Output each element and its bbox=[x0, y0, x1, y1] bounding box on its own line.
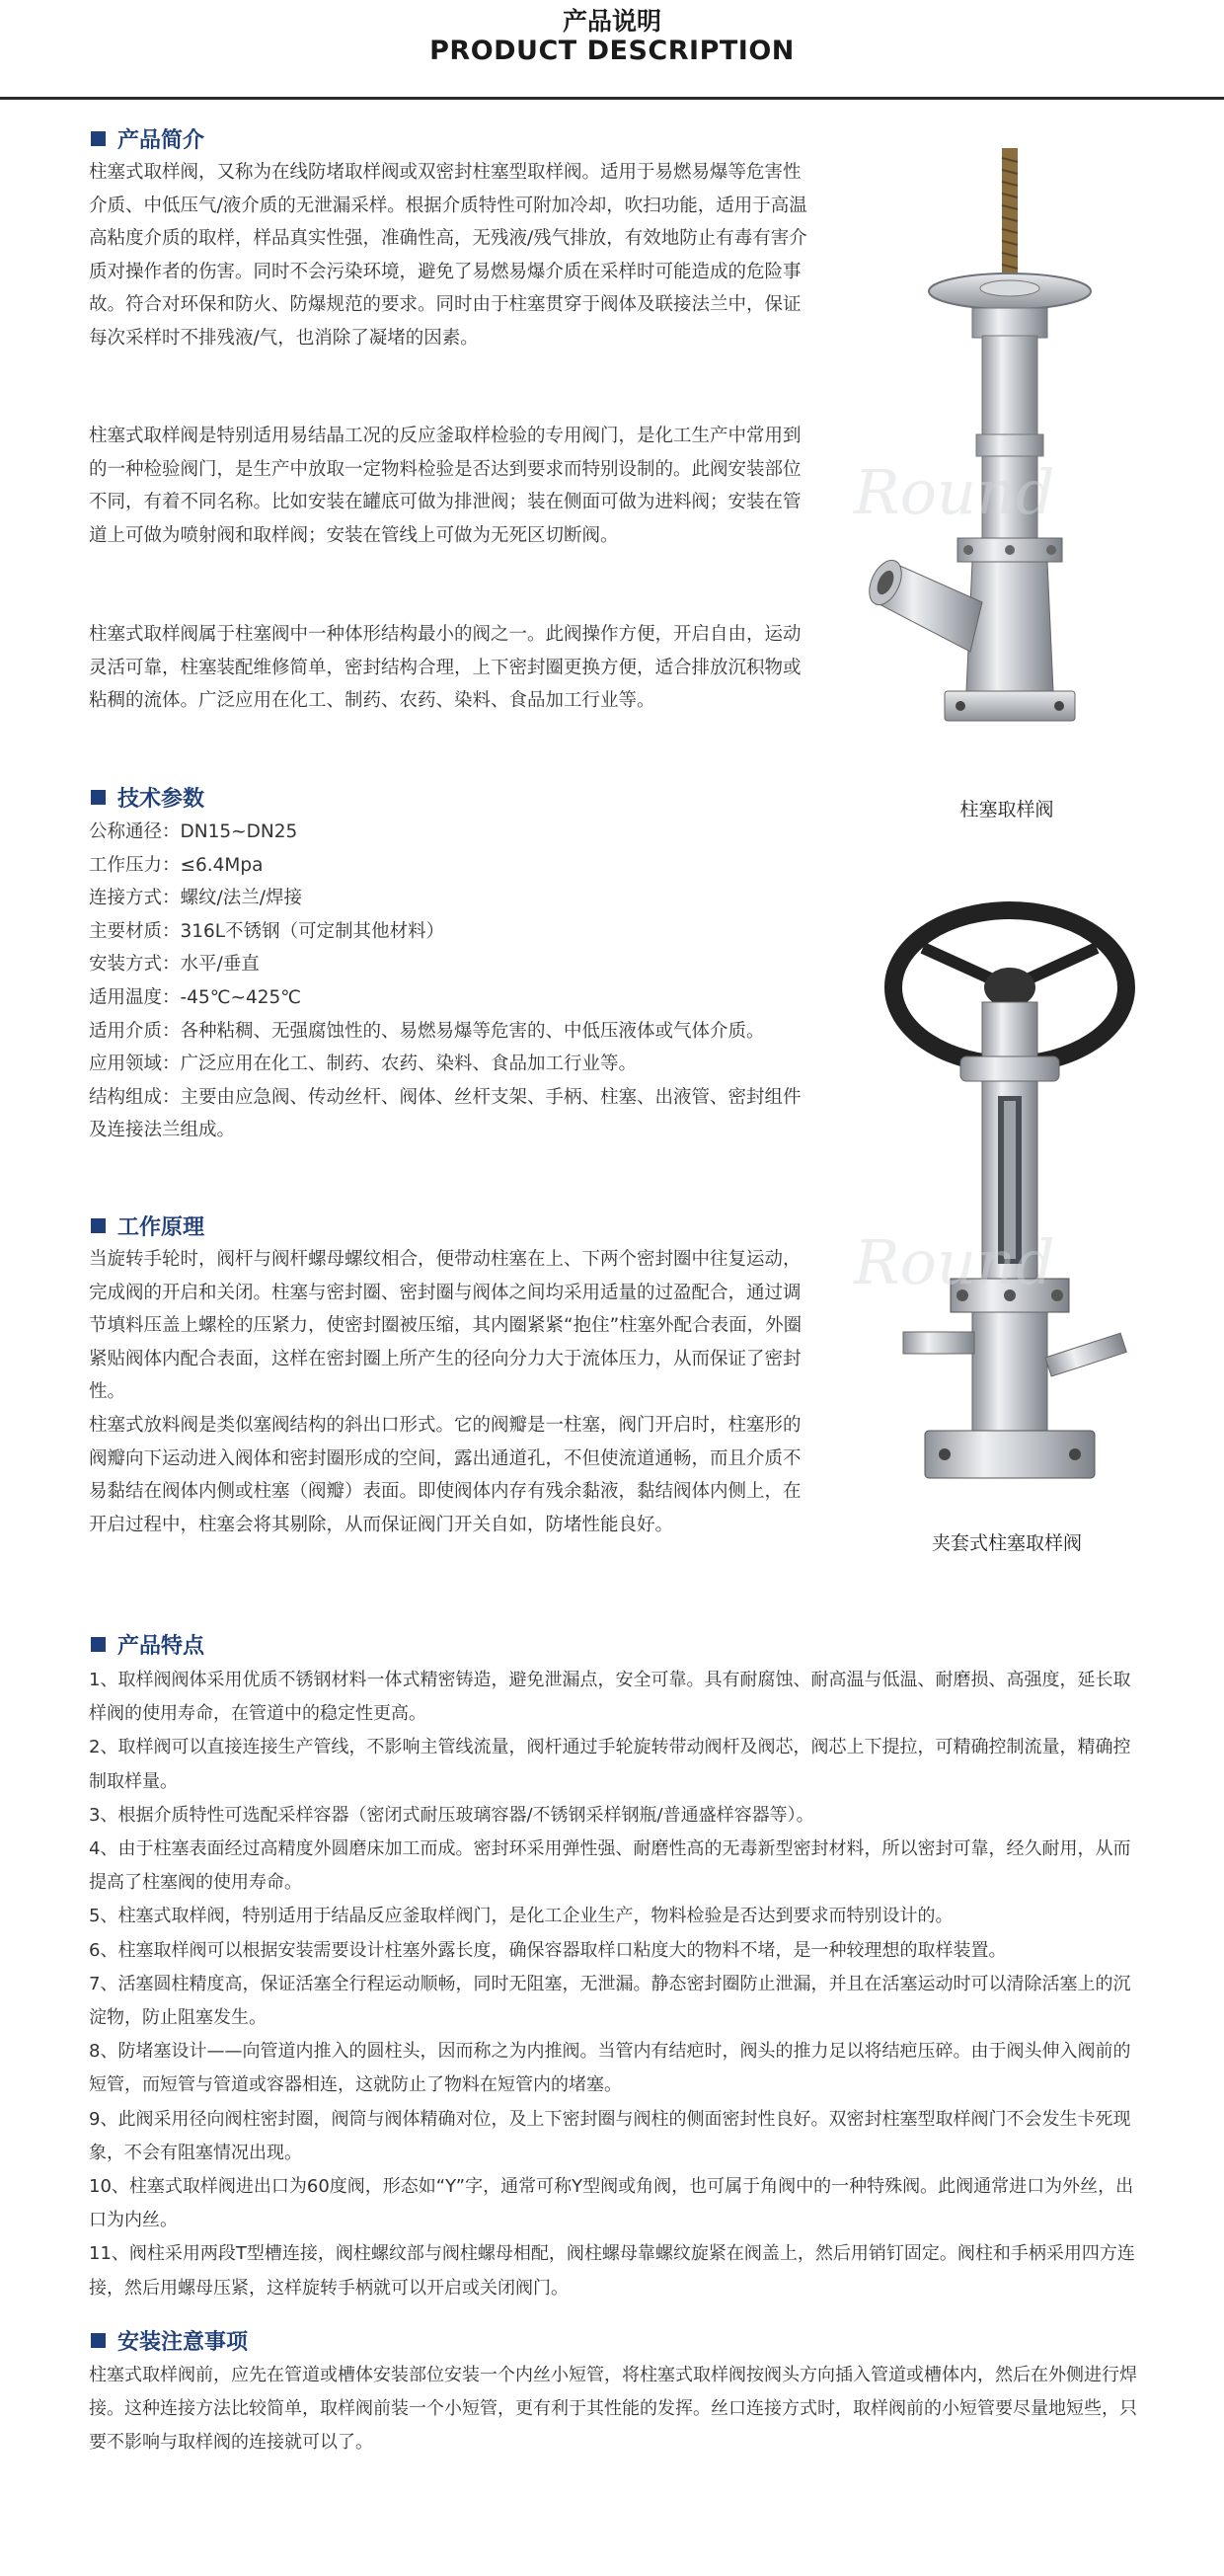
section-title-intro-text: 产品简介 bbox=[117, 128, 205, 153]
features-list bbox=[89, 1664, 1140, 2305]
feature-item: 8、防堵塞设计——向管道内推入的圆柱头，因而称之为内推阀。当管内有结疤时，阀头的推力足以将结疤压碎。由于阀头伸入阀前的短管，而短管与管道或容器相连，这就防止了物料在短管内的堵塞。 bbox=[89, 2041, 1131, 2096]
feature-item: 10、柱塞式取样阀进出口为60度阀，形态如“Y”字，通常可称Y型阀或角阀，也可属于角阀中的一种特殊阀。此阀通常进口为外丝，出口为内丝。 bbox=[89, 2176, 1134, 2231]
square-bullet-icon bbox=[91, 790, 106, 805]
feature-item: 3、根据介质特性可选配采样容器（密闭式耐压玻璃容器/不锈钢采样钢瓶/普通盛样容器等）。 bbox=[89, 1804, 814, 1826]
feature-item: 11、阀柱采用两段T型槽连接，阀柱螺纹部与阀柱螺母相配，阀柱螺母靠螺纹旋紧在阀盖上，然后用销钉固定。阀柱和手柄采用四方连接，然后用螺母压紧，这样旋转手柄就可以开启或关闭阀门。 bbox=[89, 2243, 1135, 2299]
spec-item: 主要材质：316L不锈钢（可定制其他材料） bbox=[89, 920, 445, 942]
principle-paragraph-2: 柱塞式放料阀是类似塞阀结构的斜出口形式。它的阀瓣是一柱塞，阀门开启时，柱塞形的阀瓣向下运动进入阀体和密封圈形成的空间，露出通道孔，不但使流道通畅，而且介质不易黏结在阀体内侧或柱塞（阀瓣）表面。即使阀体内存有残余黏液，黏结阀体内侧上，在开启过程中，柱塞会将其剔除，从而保证阀门开关自如，防堵性能良好。 bbox=[89, 1414, 802, 1535]
feature-item: 5、柱塞式取样阀，特别适用于结晶反应釜取样阀门，是化工企业生产，物料检验是否达到要求而特别设计的。 bbox=[89, 1906, 954, 1927]
intro-paragraph-1 bbox=[89, 156, 814, 355]
principle-paragraph-1: 当旋转手轮时，阀杆与阀杆螺母螺纹相合，便带动柱塞在上、下两个密封圈中往复运动，完成阀的开启和关闭。柱塞与密封圈、密封圈与阀体之间均采用适量的过盈配合，通过调节填料压盖上螺栓的压紧力，使密封圈被压缩，其内圈紧紧“抱住”柱塞外配合表面，外圈紧贴阀体内配合表面，这样在密封圈上所产生的径向分力大于流体压力，从而保证了密封性。 bbox=[89, 1249, 803, 1403]
section-title-install bbox=[91, 2325, 248, 2356]
square-bullet-icon bbox=[91, 1218, 106, 1233]
valve-image-1 bbox=[834, 138, 1175, 790]
principle-text bbox=[89, 1243, 814, 1541]
threaded-stem bbox=[1002, 148, 1018, 281]
header-title-en: PRODUCT DESCRIPTION bbox=[429, 36, 795, 66]
section-title-principle-text: 工作原理 bbox=[117, 1215, 205, 1240]
section-title-features bbox=[91, 1629, 204, 1660]
valve-caption-2: 夹套式柱塞取样阀 bbox=[931, 1532, 1082, 1554]
spec-item: 公称通径：DN15~DN25 bbox=[89, 821, 298, 842]
spec-item: 结构组成：主要由应急阀、传动丝杆、阀体、丝杆支架、手柄、柱塞、出液管、密封组件及连接法兰组成。 bbox=[89, 1086, 802, 1141]
watermark-logo: Round bbox=[854, 456, 1055, 528]
section-title-specs-text: 技术参数 bbox=[117, 787, 205, 812]
valve-caption-1: 柱塞取样阀 bbox=[959, 799, 1054, 820]
section-title-install-text: 安装注意事项 bbox=[117, 2330, 249, 2355]
spec-item: 工作压力：≤6.4Mpa bbox=[89, 854, 264, 876]
feature-item: 6、柱塞取样阀可以根据安装需要设计柱塞外露长度，确保容器取样口粘度大的物料不堵，是一种较理想的取样装置。 bbox=[89, 1939, 1007, 1961]
square-bullet-icon bbox=[91, 2333, 106, 2348]
feature-item: 7、活塞圆柱精度高，保证活塞全行程运动顺畅，同时无阻塞，无泄漏。静态密封圈防止泄漏，并且在活塞运动时可以清除活塞上的沉淀物，防止阻塞发生。 bbox=[89, 1973, 1131, 2029]
section-title-principle bbox=[91, 1210, 204, 1241]
intro-paragraph-2 bbox=[89, 420, 814, 552]
section-title-specs bbox=[91, 782, 204, 813]
intro-text-3: 柱塞式取样阀属于柱塞阀中一种体形结构最小的阀之一。此阀操作方便，开启自由，运动灵活可靠，柱塞装配维修简单，密封结构合理，上下密封圈更换方便，适合排放沉积物或粘稠的流体。广泛应用在化工、制药、农药、染料、食品加工行业等。 bbox=[89, 624, 802, 712]
valve-image-2 bbox=[834, 894, 1175, 1525]
section-title-intro bbox=[91, 123, 204, 154]
spec-item: 应用领域：广泛应用在化工、制药、农药、染料、食品加工行业等。 bbox=[89, 1054, 638, 1075]
feature-item: 9、此阀采用径向阀柱密封圈，阀筒与阀体精确对位，及上下密封圈与阀柱的侧面密封性良好。双密封柱塞型取样阀门不会发生卡死现象，不会有阻塞情况出现。 bbox=[89, 2108, 1131, 2163]
jacket-pipe-right bbox=[1045, 1333, 1126, 1376]
spec-item: 适用介质：各种粘稠、无强腐蚀性的、易燃易爆等危害的、中低压液体或气体介质。 bbox=[89, 1020, 765, 1042]
feature-item: 1、取样阀阀体采用优质不锈钢材料一体式精密铸造，避免泄漏点，安全可靠。具有耐腐蚀、耐高温与低温、耐磨损、高强度，延长取样阀的使用寿命，在管道中的稳定性更高。 bbox=[89, 1670, 1131, 1725]
header-divider bbox=[0, 97, 1224, 100]
install-paragraph: 柱塞式取样阀前，应先在管道或槽体安装部位安装一个内丝小短管，将柱塞式取样阀按阀头方向插入管道或槽体内，然后在外侧进行焊接。这种连接方法比较简单，取样阀前装一个小短管，更有利于其性能的发挥。丝口连接方式时，取样阀前的小短管要尽量地短些，只要不影响与取样阀的连接就可以了。 bbox=[89, 2365, 1137, 2454]
install-text bbox=[89, 2359, 1140, 2460]
spec-item: 适用温度：-45℃~425℃ bbox=[89, 986, 302, 1008]
watermark-logo: Round bbox=[854, 1226, 1055, 1298]
square-bullet-icon bbox=[91, 131, 106, 146]
spec-item: 连接方式：螺纹/法兰/焊接 bbox=[89, 888, 302, 909]
feature-item: 4、由于柱塞表面经过高精度外圆磨床加工而成。密封环采用弹性强、耐磨性高的无毒新型密封材料，所以密封可靠，经久耐用，从而提高了柱塞阀的使用寿命。 bbox=[89, 1838, 1131, 1894]
specs-list bbox=[89, 816, 814, 1147]
intro-text-2: 柱塞式取样阀是特别适用易结晶工况的反应釜取样检验的专用阀门，是化工生产中常用到的一种检验阀门，是生产中放取一定物料检验是否达到要求而特别设制的。此阀安装部位不同，有着不同名称。比如安装在罐底可做为排泄阀；装在侧面可做为进料阀；安装在管道上可做为喷射阀和取样阀；安装在管线上可做为无死区切断阀。 bbox=[89, 426, 802, 546]
square-bullet-icon bbox=[91, 1637, 106, 1652]
feature-item: 2、取样阀可以直接连接生产管线，不影响主管线流量，阀杆通过手轮旋转带动阀杆及阀芯，阀芯上下提拉，可精确控制流量，精确控制取样量。 bbox=[89, 1737, 1131, 1792]
section-title-features-text: 产品特点 bbox=[117, 1634, 205, 1659]
spec-item: 安装方式：水平/垂直 bbox=[89, 954, 260, 976]
jacket-pipe-left bbox=[903, 1332, 974, 1354]
intro-paragraph-3 bbox=[89, 618, 814, 718]
header-title-cn: 产品说明 bbox=[562, 7, 661, 36]
intro-text-1: 柱塞式取样阀，又称为在线防堵取样阀或双密封柱塞型取样阀。适用于易燃易爆等危害性介质、中低压气/液介质的无泄漏采样。根据介质特性可附加冷却，吹扫功能，适用于高温高粘度介质的取样，样品真实性强，准确性高，无残液/残气排放，有效地防止有毒有害介质对操作者的伤害。同时不会污染环境，避免了易燃易爆介质在采样时可能造成的危险事故。符合对环保和防火、防爆规范的要求。同时由于柱塞贯穿于阀体及联接法兰中，保证每次采样时不排残液/气，也消除了凝堵的因素。 bbox=[89, 162, 807, 349]
